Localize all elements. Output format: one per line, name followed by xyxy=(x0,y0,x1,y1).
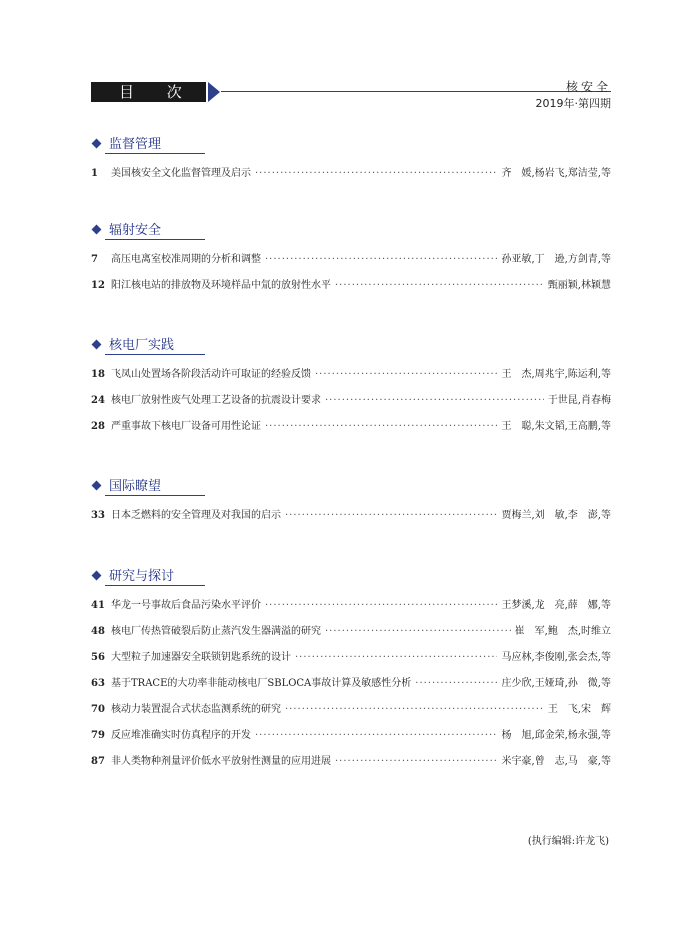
toc-entry[interactable] xyxy=(91,279,611,305)
section-title: 辐射安全 xyxy=(109,223,162,238)
dot-leader xyxy=(335,755,497,769)
entry-page-number: 1 xyxy=(91,168,98,179)
entry-title: 日本乏燃料的安全管理及对我国的启示 xyxy=(111,510,281,521)
entry-authors: 杨 旭,邱金荣,杨永强,等 xyxy=(501,730,611,741)
dot-leader xyxy=(255,167,497,181)
toc-section xyxy=(91,133,611,193)
entry-authors: 庄少欣,王娅琦,孙 微,等 xyxy=(501,678,611,689)
entry-list xyxy=(91,368,611,446)
entry-title: 核动力装置混合式状态监测系统的研究 xyxy=(111,704,281,715)
entry-page-number: 63 xyxy=(91,678,105,689)
entry-list xyxy=(91,167,611,193)
toc-section xyxy=(91,219,611,305)
entry-page-number: 79 xyxy=(91,730,105,741)
toc-entry[interactable] xyxy=(91,253,611,279)
entry-page-number: 12 xyxy=(91,280,105,291)
toc-section xyxy=(91,565,611,781)
entry-title: 阳江核电站的排放物及环境样品中氚的放射性水平 xyxy=(111,280,331,291)
section-underline xyxy=(105,354,205,355)
section-header xyxy=(91,133,611,157)
toc-entry[interactable] xyxy=(91,420,611,446)
dot-leader xyxy=(315,368,497,382)
entry-authors: 王 杰,周兆宇,陈运利,等 xyxy=(501,369,611,380)
entry-authors: 孙亚敏,丁 逊,方剑青,等 xyxy=(501,254,611,265)
entry-title: 飞凤山处置场各阶段活动许可取证的经验反馈 xyxy=(111,369,311,380)
toc-entry[interactable] xyxy=(91,677,611,703)
section-underline xyxy=(105,153,205,154)
diamond-bullet-icon xyxy=(92,139,102,149)
entry-title: 反应堆准确实时仿真程序的开发 xyxy=(111,730,251,741)
entry-authors: 甄丽颖,林颖慧 xyxy=(547,280,611,291)
toc-entry[interactable] xyxy=(91,729,611,755)
toc-entry[interactable] xyxy=(91,703,611,729)
dot-leader xyxy=(325,625,511,639)
entry-page-number: 48 xyxy=(91,626,105,637)
section-title: 研究与探讨 xyxy=(109,569,175,584)
toc-entry[interactable] xyxy=(91,509,611,535)
journal-name: 核安全 xyxy=(565,80,611,94)
entry-page-number: 56 xyxy=(91,652,105,663)
entry-title: 美国核安全文化监督管理及启示 xyxy=(111,168,251,179)
toc-entry[interactable] xyxy=(91,394,611,420)
entry-page-number: 41 xyxy=(91,600,105,611)
entry-authors: 于世昆,肖春梅 xyxy=(547,395,611,406)
entry-title: 高压电离室校准周期的分析和调整 xyxy=(111,254,261,265)
entry-title: 核电厂传热管破裂后防止蒸汽发生器满溢的研究 xyxy=(111,626,321,637)
diamond-bullet-icon xyxy=(92,481,102,491)
toc-entry[interactable] xyxy=(91,368,611,394)
entry-page-number: 28 xyxy=(91,421,105,432)
entry-authors: 王梦溪,龙 亮,薛 娜,等 xyxy=(501,600,611,611)
entry-list xyxy=(91,599,611,781)
dot-leader xyxy=(255,729,497,743)
dot-leader xyxy=(285,703,544,717)
toc-title: 目 次 xyxy=(91,82,206,102)
entry-title: 大型粒子加速器安全联锁钥匙系统的设计 xyxy=(111,652,291,663)
dot-leader xyxy=(295,651,497,665)
entry-title: 华龙一号事故后食品污染水平评价 xyxy=(111,600,261,611)
entry-list xyxy=(91,253,611,305)
header-divider xyxy=(221,91,611,92)
entry-list xyxy=(91,509,611,535)
section-underline xyxy=(105,239,205,240)
entry-authors: 马应林,李俊刚,张会杰,等 xyxy=(501,652,611,663)
entry-page-number: 87 xyxy=(91,756,105,767)
entry-authors: 王 飞,宋 辉 xyxy=(547,704,611,715)
entry-page-number: 70 xyxy=(91,704,105,715)
dot-leader xyxy=(335,279,544,293)
entry-authors: 王 聪,朱文韬,王高鹏,等 xyxy=(501,421,611,432)
toc-entry[interactable] xyxy=(91,599,611,625)
triangle-marker-icon xyxy=(208,82,220,102)
dot-leader xyxy=(265,253,497,267)
section-header xyxy=(91,475,611,499)
section-title: 国际瞭望 xyxy=(109,479,162,494)
section-title: 核电厂实践 xyxy=(109,338,175,353)
entry-authors: 齐 媛,杨岩飞,郑洁莹,等 xyxy=(501,168,611,179)
dot-leader xyxy=(265,420,497,434)
section-header xyxy=(91,219,611,243)
section-underline xyxy=(105,495,205,496)
entry-page-number: 33 xyxy=(91,510,105,521)
entry-title: 严重事故下核电厂设备可用性论证 xyxy=(111,421,261,432)
executive-editor: (执行编辑:许龙飞) xyxy=(527,836,609,847)
page-header xyxy=(91,78,611,118)
entry-authors: 贾梅兰,刘 敏,李 澎,等 xyxy=(501,510,611,521)
toc-entry[interactable] xyxy=(91,651,611,677)
dot-leader xyxy=(265,599,497,613)
dot-leader xyxy=(285,509,497,523)
section-header xyxy=(91,334,611,358)
toc-section xyxy=(91,475,611,535)
section-underline xyxy=(105,585,205,586)
toc-entry[interactable] xyxy=(91,625,611,651)
toc-entry[interactable] xyxy=(91,755,611,781)
issue-label: 2019年·第四期 xyxy=(535,97,611,110)
section-header xyxy=(91,565,611,589)
entry-page-number: 18 xyxy=(91,369,105,380)
section-title: 监督管理 xyxy=(109,137,162,152)
diamond-bullet-icon xyxy=(92,225,102,235)
entry-authors: 米宇豪,曾 志,马 豪,等 xyxy=(501,756,611,767)
diamond-bullet-icon xyxy=(92,571,102,581)
toc-entry[interactable] xyxy=(91,167,611,193)
entry-title: 核电厂放射性废气处理工艺设备的抗震设计要求 xyxy=(111,395,321,406)
diamond-bullet-icon xyxy=(92,340,102,350)
entry-authors: 崔 军,鲍 杰,时维立 xyxy=(514,626,611,637)
dot-leader xyxy=(325,394,544,408)
entry-page-number: 7 xyxy=(91,254,98,265)
entry-title: 基于TRACE的大功率非能动核电厂SBLOCA事故计算及敏感性分析 xyxy=(111,678,412,689)
dot-leader xyxy=(415,677,497,691)
toc-section xyxy=(91,334,611,446)
entry-title: 非人类物种剂量评价低水平放射性测量的应用进展 xyxy=(111,756,331,767)
entry-page-number: 24 xyxy=(91,395,105,406)
